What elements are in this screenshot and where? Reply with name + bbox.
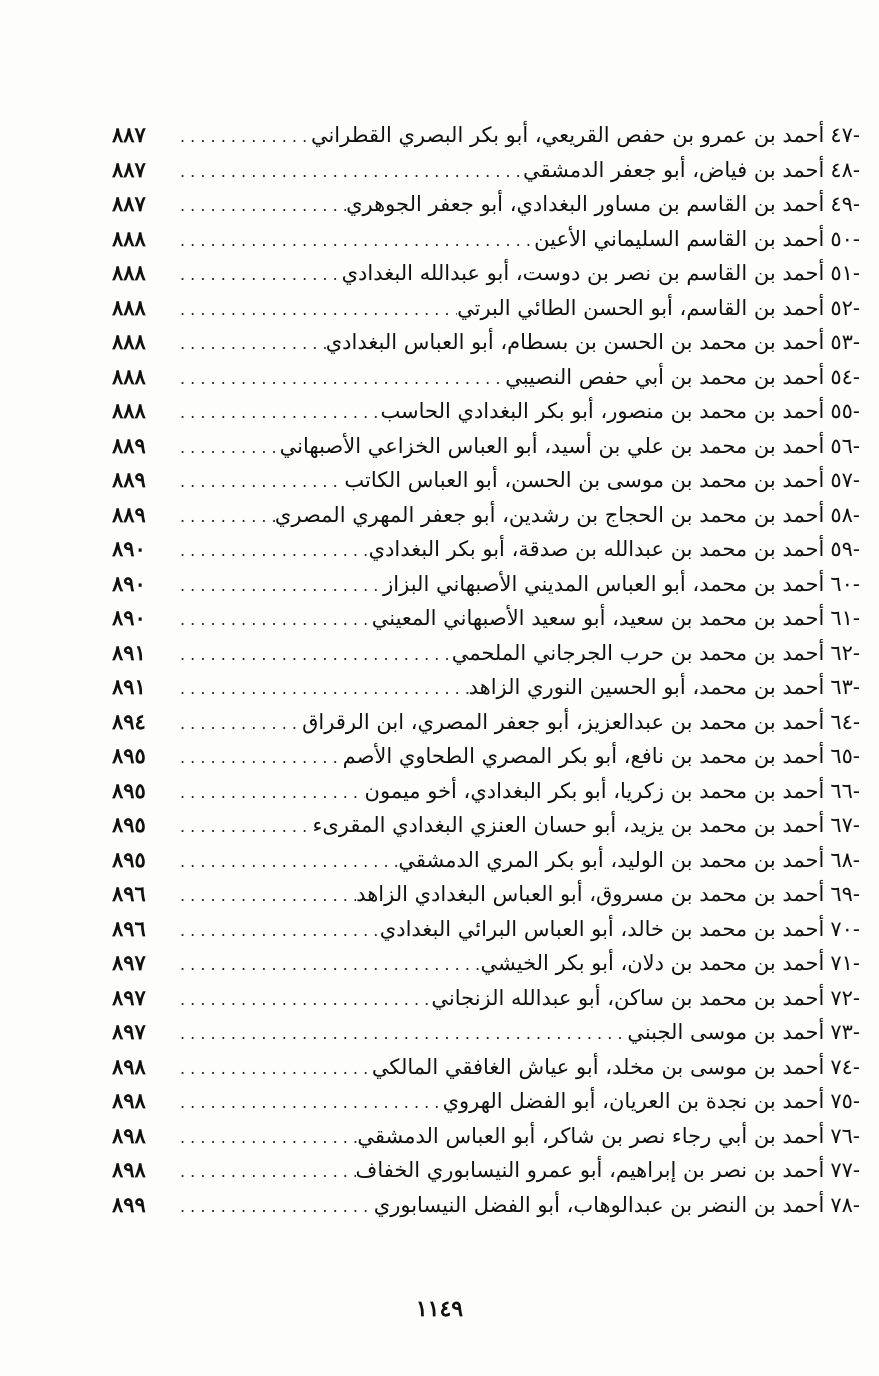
entry-number: ٦٤-: [830, 709, 860, 734]
entry-number: ٧٢-: [830, 985, 860, 1010]
entry-page-number: ٨٨٨: [112, 398, 146, 423]
entry-page-number: ٨٩٥: [112, 846, 146, 872]
entry-number: ٤٩-: [830, 192, 860, 216]
dot-leader: [174, 362, 505, 397]
entry-page-number: ٨٩٨: [112, 1157, 146, 1182]
entry-number: ٧٣-: [830, 1020, 860, 1044]
entry-page-number: ٨٩٨: [112, 1053, 146, 1079]
entry-title: أحمد بن محمد بن عبدالله بن صدقة، أبو بكر البغدادي: [368, 537, 825, 561]
entry-number: ٧٥-: [830, 1089, 860, 1113]
entry-page-number: ٨٩٦: [112, 881, 146, 906]
dot-leader: [174, 327, 326, 362]
dot-leader: [174, 258, 342, 293]
entry-title: أحمد بن محمد بن يزيد، أبو حسان العنزي البغدادي المقرىء: [312, 813, 825, 837]
entry-number: ٧٤-: [830, 1054, 860, 1079]
entry-page-number: ٨٩٨: [112, 1088, 146, 1113]
toc-entry: [112, 739, 860, 774]
toc-entry: [112, 705, 860, 740]
entry-number: ٥٣-: [830, 330, 860, 354]
entry-number: ٥١-: [830, 261, 860, 285]
toc-entry: [112, 1015, 860, 1050]
toc-entry: [112, 567, 860, 602]
dot-leader: [174, 983, 431, 1018]
toc-entry: [112, 360, 860, 395]
entry-title: أحمد بن محمد، أبو العباس المديني الأصبهاني البزاز: [383, 571, 825, 596]
entry-title: أحمد بن محمد بن نافع، أبو بكر المصري الطحاوي الأصم: [342, 744, 825, 768]
dot-leader: [174, 1017, 627, 1052]
entry-page-number: ٨٩١: [112, 639, 146, 665]
dot-leader: [174, 1155, 356, 1190]
toc-entry: [112, 1188, 860, 1223]
dot-leader: [174, 189, 346, 224]
entry-title: أحمد بن القاسم بن نصر بن دوست، أبو عبدالله البغدادي: [341, 261, 825, 285]
dot-leader: [174, 396, 380, 431]
entry-page-number: ٨٩٦: [112, 915, 146, 941]
entry-page-number: ٨٨٧: [112, 156, 146, 182]
entry-title: أحمد بن أبي رجاء نصر بن شاكر، أبو العباس الدمشقي: [357, 1123, 825, 1148]
entry-number: ٥٨-: [830, 502, 860, 527]
entry-number: ٧٨-: [830, 1192, 860, 1217]
entry-number: ٦٣-: [830, 675, 860, 699]
toc-entry: [112, 187, 860, 222]
dot-leader: [174, 500, 275, 535]
entry-title: أحمد بن نصر بن إبراهيم، أبو عمرو النيسابوري الخفاف: [355, 1158, 825, 1182]
entry-page-number: ٨٨٨: [112, 225, 146, 251]
dot-leader: [174, 569, 383, 604]
entry-title: أحمد بن محمد بن الحسن بن بسطام، أبو العباس البغدادي: [325, 330, 825, 354]
entry-page-number: ٨٨٧: [112, 122, 146, 147]
entry-number: ٦١-: [830, 606, 860, 630]
toc-entry: [112, 912, 860, 947]
entry-page-number: ٨٩٠: [112, 570, 146, 596]
entry-title: أحمد بن محمد بن حرب الجرجاني الملحمي: [451, 640, 825, 665]
entry-page-number: ٨٩٧: [112, 1019, 146, 1044]
dot-leader: [174, 603, 372, 638]
dot-leader: [174, 1052, 372, 1087]
entry-title: أحمد بن محمد بن مسروق، أبو العباس البغدادي الزاهد: [356, 882, 825, 906]
entry-page-number: ٨٩٥: [112, 777, 146, 803]
dot-leader: [174, 224, 534, 259]
toc-entry: [112, 636, 860, 671]
toc-entry: [112, 291, 860, 326]
entry-page-number: ٨٨٩: [112, 467, 146, 492]
entry-page-number: ٨٩٧: [112, 984, 146, 1010]
toc-entry: [112, 843, 860, 878]
toc-entry: [112, 532, 860, 567]
entry-title: أحمد بن محمد بن الحجاج بن رشدين، أبو جعفر المهري المصري: [274, 502, 825, 527]
entry-title: أحمد بن موسى الجبني: [627, 1020, 825, 1044]
entry-number: ٥٢-: [830, 295, 860, 320]
entry-number: ٦٨-: [830, 847, 860, 872]
entry-page-number: ٨٩١: [112, 674, 146, 699]
toc-entry: [112, 1153, 860, 1188]
dot-leader: [174, 120, 311, 155]
dot-leader: [174, 845, 398, 880]
entry-title: أحمد بن القاسم السليماني الأعين: [534, 226, 825, 251]
entry-number: ٧١-: [830, 951, 860, 975]
entry-number: ٥٥-: [830, 399, 860, 423]
toc-entry: [112, 1119, 860, 1154]
entry-title: أحمد بن محمد بن عبدالعزيز، أبو جعفر المصري، ابن الرقراق: [302, 709, 825, 734]
toc-entry: [112, 774, 860, 809]
entry-number: ٧٦-: [830, 1123, 860, 1148]
entry-number: ٦٧-: [830, 813, 860, 837]
entry-page-number: ٨٨٩: [112, 432, 146, 458]
entry-title: أحمد بن نجدة بن العريان، أبو الفضل الهروي: [442, 1089, 825, 1113]
entry-title: أحمد بن محمد بن زكريا، أبو بكر البغدادي، أخو ميمون: [364, 778, 825, 803]
entry-title: أحمد بن محمد بن سعيد، أبو سعيد الأصبهاني المعيني: [371, 606, 825, 630]
toc-entry: [112, 222, 860, 257]
dot-leader: [174, 638, 452, 673]
entry-page-number: ٨٨٨: [112, 294, 146, 320]
entry-number: ٤٧-: [830, 123, 860, 147]
toc-entry: [112, 946, 860, 981]
table-of-contents: [112, 118, 860, 1222]
dot-leader: [174, 707, 302, 742]
toc-entry: [112, 429, 860, 464]
entry-page-number: ٨٨٩: [112, 501, 146, 527]
dot-leader: [174, 776, 365, 811]
entry-number: ٥٩-: [830, 537, 860, 561]
dot-leader: [174, 672, 469, 707]
dot-leader: [174, 293, 457, 328]
toc-entry: [112, 1084, 860, 1119]
dot-leader: [174, 431, 280, 466]
entry-number: ٦٠-: [830, 571, 860, 596]
entry-page-number: ٨٩٠: [112, 536, 146, 561]
entry-page-number: ٨٨٨: [112, 329, 146, 354]
entry-page-number: ٨٩٩: [112, 1191, 146, 1217]
entry-number: ٦٥-: [830, 744, 860, 768]
toc-entry: [112, 394, 860, 429]
toc-entry: [112, 670, 860, 705]
toc-entry: [112, 325, 860, 360]
dot-leader: [174, 741, 343, 776]
dot-leader: [174, 1086, 443, 1121]
toc-entry: [112, 877, 860, 912]
entry-number: ٥٦-: [830, 433, 860, 458]
dot-leader: [174, 465, 344, 500]
dot-leader: [174, 810, 313, 845]
entry-title: أحمد بن محمد بن أبي حفص النصيبي: [505, 364, 825, 389]
entry-number: ٧٠-: [830, 916, 860, 941]
toc-entry: [112, 601, 860, 636]
toc-entry: [112, 463, 860, 498]
entry-number: ٦٢-: [830, 640, 860, 665]
toc-entry: [112, 118, 860, 153]
toc-entry: [112, 153, 860, 188]
entry-number: ٧٧-: [830, 1158, 860, 1182]
entry-title: أحمد بن محمد بن منصور، أبو بكر البغدادي الحاسب: [380, 399, 825, 423]
entry-page-number: ٨٩٠: [112, 605, 146, 630]
toc-entry: [112, 808, 860, 843]
entry-title: أحمد بن النضر بن عبدالوهاب، أبو الفضل النيسابوري: [373, 1192, 825, 1217]
entry-page-number: ٨٩٤: [112, 708, 146, 734]
entry-title: أحمد بن محمد بن موسى بن الحسن، أبو العباس الكاتب: [344, 468, 825, 492]
entry-title: أحمد بن موسى بن مخلد، أبو عياش الغافقي المالكي: [371, 1054, 825, 1079]
toc-entry: [112, 1050, 860, 1085]
entry-title: أحمد بن محمد بن الوليد، أبو بكر المري الدمشقي: [398, 847, 825, 872]
entry-title: أحمد بن محمد بن دلان، أبو بكر الخيشي: [480, 951, 825, 975]
entry-title: أحمد بن القاسم، أبو الحسن الطائي البرتي: [457, 295, 825, 320]
entry-page-number: ٨٨٧: [112, 191, 146, 216]
entry-title: أحمد بن محمد بن علي بن أسيد، أبو العباس الخزاعي الأصبهاني: [279, 433, 825, 458]
entry-number: ٦٦-: [830, 778, 860, 803]
dot-leader: [174, 1190, 374, 1225]
entry-page-number: ٨٨٨: [112, 260, 146, 285]
entry-title: أحمد بن محمد، أبو الحسين النوري الزاهد: [468, 675, 825, 699]
page-number: ١١٤٩: [415, 1296, 464, 1322]
entry-title: أحمد بن عمرو بن حفص القريعي، أبو بكر البصري القطراني: [310, 123, 825, 147]
entry-title: أحمد بن القاسم بن مساور البغدادي، أبو جعفر الجوهري: [346, 192, 825, 216]
entry-number: ٥٠-: [830, 226, 860, 251]
entry-page-number: ٨٩٥: [112, 743, 146, 768]
entry-page-number: ٨٩٧: [112, 950, 146, 975]
dot-leader: [174, 879, 356, 914]
entry-page-number: ٨٨٨: [112, 363, 146, 389]
entry-title: أحمد بن محمد بن ساكن، أبو عبدالله الزنجاني: [431, 985, 825, 1010]
dot-leader: [174, 1121, 357, 1156]
toc-entry: [112, 981, 860, 1016]
entry-number: ٦٩-: [830, 882, 860, 906]
entry-title: أحمد بن فياض، أبو جعفر الدمشقي: [522, 157, 825, 182]
dot-leader: [174, 948, 481, 983]
toc-entry: [112, 256, 860, 291]
entry-page-number: ٨٩٨: [112, 1122, 146, 1148]
entry-title: أحمد بن محمد بن خالد، أبو العباس البرائي البغدادي: [379, 916, 825, 941]
toc-entry: [112, 498, 860, 533]
dot-leader: [174, 914, 380, 949]
entry-number: ٥٤-: [830, 364, 860, 389]
entry-number: ٥٧-: [830, 468, 860, 492]
entry-number: ٤٨-: [830, 157, 860, 182]
dot-leader: [174, 155, 523, 190]
dot-leader: [174, 534, 369, 569]
entry-page-number: ٨٩٥: [112, 812, 146, 837]
